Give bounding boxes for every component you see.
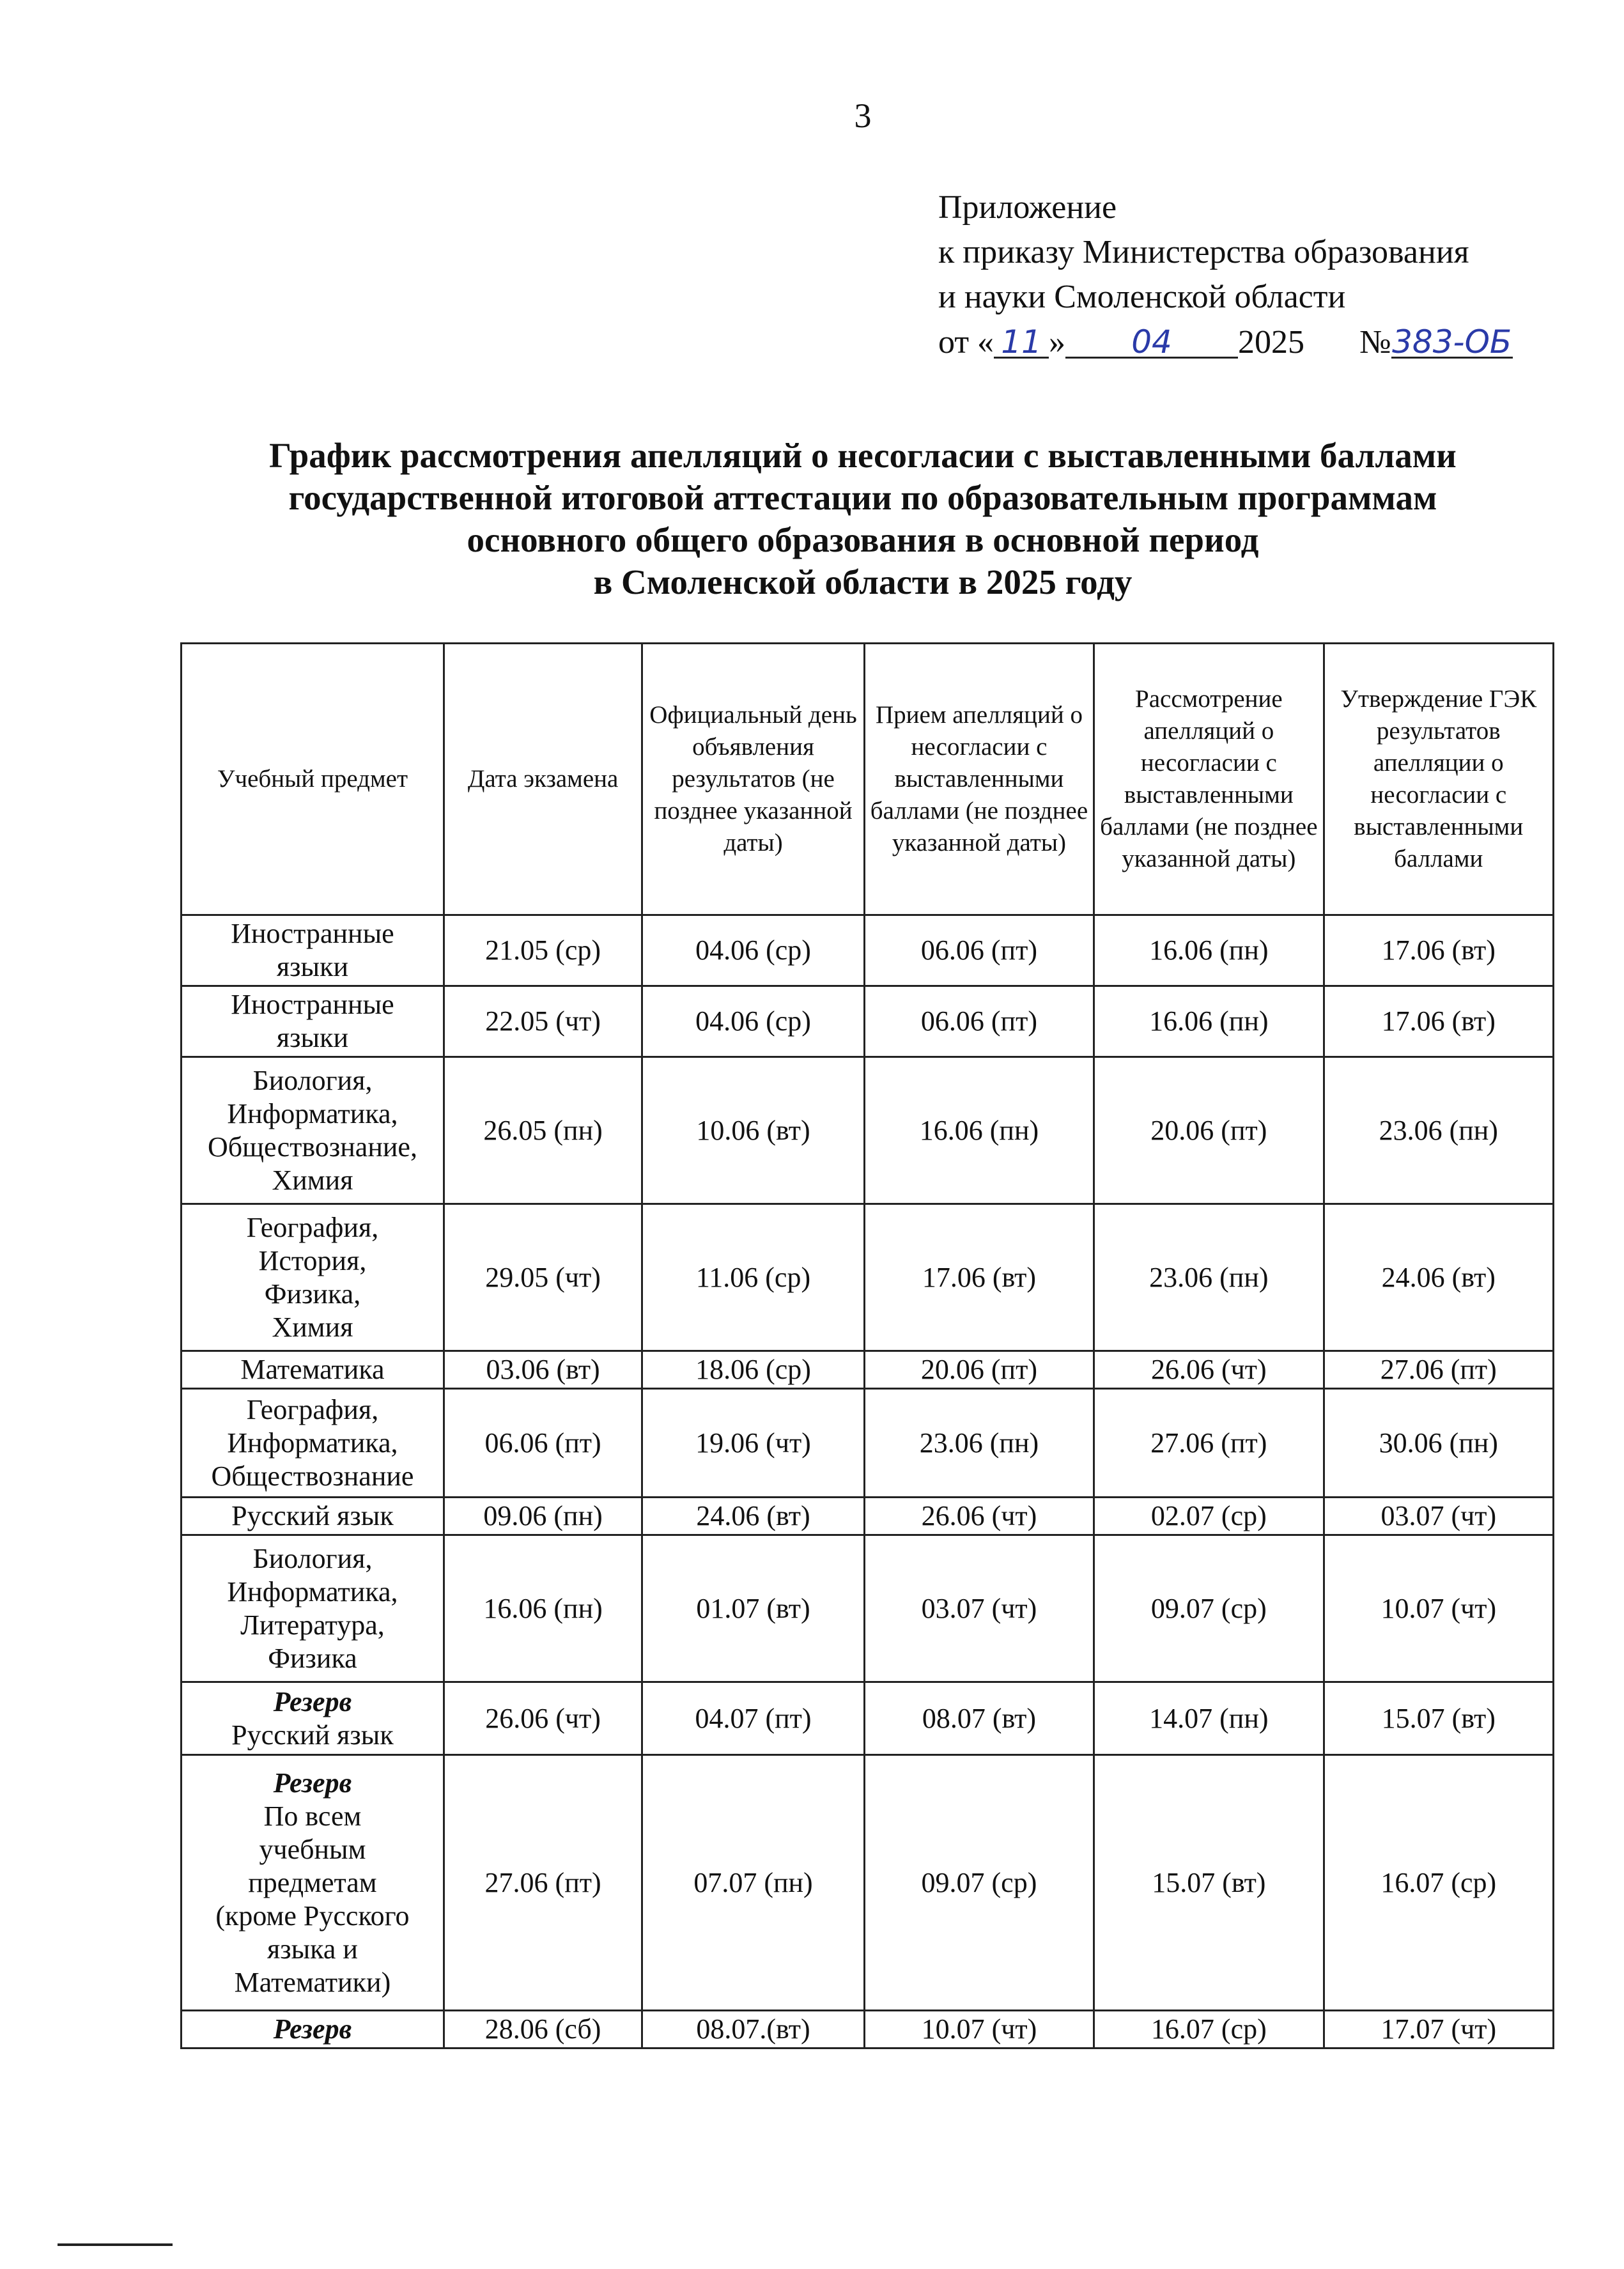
cell-results-date: 19.06 (чт)	[642, 1389, 865, 1498]
reserve-label: Резерв	[273, 1767, 352, 1799]
subject-line: Иностранные	[231, 989, 394, 1020]
cell-subject	[182, 986, 444, 1057]
subject-line: Русский язык	[231, 1500, 394, 1531]
cell-gek-approval: 17.07 (чт)	[1324, 2011, 1553, 2048]
subject-line: Химия	[272, 1164, 353, 1196]
cell-appeal-receipt: 10.07 (чт)	[864, 2011, 1094, 2048]
cell-appeal-receipt: 06.06 (пт)	[864, 915, 1094, 986]
cell-appeal-review: 15.07 (вт)	[1094, 1755, 1324, 2011]
cell-results-date: 10.06 (вт)	[642, 1057, 865, 1204]
table-row	[182, 1389, 1554, 1498]
subject-line: Литература,	[240, 1609, 385, 1641]
number-handwritten: 383-ОБ	[1392, 323, 1512, 360]
subject-line: Математики)	[234, 1966, 391, 1998]
header-appeal-receipt: Прием апелляций о несогласии с выставленными баллами (не позднее указанной даты)	[864, 644, 1094, 915]
cell-appeal-receipt: 17.06 (вт)	[864, 1204, 1094, 1351]
header-subject: Учебный предмет	[182, 644, 444, 915]
appendix-block	[938, 185, 1513, 366]
cell-gek-approval: 24.06 (вт)	[1324, 1204, 1553, 1351]
cell-appeal-receipt: 09.07 (ср)	[864, 1755, 1094, 2011]
reserve-label: Резерв	[273, 2013, 352, 2045]
day-field	[994, 320, 1049, 359]
footer-divider	[58, 2243, 173, 2246]
subject-line: Биология,	[252, 1542, 373, 1574]
cell-gek-approval: 23.06 (пн)	[1324, 1057, 1553, 1204]
subject-line: учебным	[259, 1833, 366, 1865]
cell-gek-approval: 15.07 (вт)	[1324, 1682, 1553, 1755]
subject-line: География,	[246, 1211, 379, 1243]
table-row	[182, 986, 1554, 1057]
cell-subject	[182, 1351, 444, 1389]
cell-gek-approval: 27.06 (пт)	[1324, 1351, 1553, 1389]
cell-exam-date: 16.06 (пн)	[444, 1535, 642, 1682]
cell-subject	[182, 1755, 444, 2011]
cell-appeal-receipt: 08.07 (вт)	[864, 1682, 1094, 1755]
subject-line: География,	[246, 1393, 379, 1425]
document-title	[160, 435, 1566, 603]
month-field	[1065, 320, 1238, 359]
cell-gek-approval: 17.06 (вт)	[1324, 915, 1553, 986]
cell-subject	[182, 1057, 444, 1204]
date-prefix: от «	[938, 324, 994, 360]
cell-subject	[182, 1204, 444, 1351]
subject-line: языка и	[267, 1933, 358, 1965]
subject-line: предметам	[248, 1866, 377, 1898]
appendix-order: к приказу Министерства образования	[938, 234, 1469, 270]
appendix-ministry: и науки Смоленской области	[938, 279, 1346, 315]
subject-line: История,	[258, 1244, 367, 1276]
subject-line: Биология,	[252, 1064, 373, 1096]
cell-exam-date: 09.06 (пн)	[444, 1498, 642, 1535]
page-number: 3	[854, 97, 872, 135]
cell-exam-date: 03.06 (вт)	[444, 1351, 642, 1389]
date-mid: »	[1049, 324, 1066, 360]
cell-exam-date: 26.06 (чт)	[444, 1682, 642, 1755]
subject-line: Информатика,	[227, 1427, 398, 1459]
subject-line: Иностранные	[231, 918, 394, 949]
table-body	[182, 915, 1554, 2048]
cell-gek-approval: 30.06 (пн)	[1324, 1389, 1553, 1498]
appendix-date-line	[938, 320, 1513, 366]
cell-subject	[182, 915, 444, 986]
cell-appeal-review: 16.06 (пн)	[1094, 986, 1324, 1057]
subject-line: По всем	[263, 1800, 362, 1832]
cell-results-date: 01.07 (вт)	[642, 1535, 865, 1682]
cell-appeal-receipt: 26.06 (чт)	[864, 1498, 1094, 1535]
cell-results-date: 04.07 (пт)	[642, 1682, 865, 1755]
cell-results-date: 18.06 (ср)	[642, 1351, 865, 1389]
cell-exam-date: 28.06 (сб)	[444, 2011, 642, 2048]
month-handwritten: 04	[1131, 323, 1172, 360]
cell-results-date: 04.06 (ср)	[642, 915, 865, 986]
cell-gek-approval: 03.07 (чт)	[1324, 1498, 1553, 1535]
cell-results-date: 04.06 (ср)	[642, 986, 865, 1057]
cell-results-date: 24.06 (вт)	[642, 1498, 865, 1535]
table-row	[182, 1755, 1554, 2011]
title-line-3: основного общего образования в основной период	[467, 520, 1259, 559]
cell-appeal-review: 14.07 (пн)	[1094, 1682, 1324, 1755]
cell-gek-approval: 16.07 (ср)	[1324, 1755, 1553, 2011]
cell-appeal-receipt: 23.06 (пн)	[864, 1389, 1094, 1498]
subject-line: Информатика,	[227, 1576, 398, 1607]
day-handwritten: 11	[1001, 323, 1042, 360]
table-header-row	[182, 644, 1554, 915]
appendix-title: Приложение	[938, 189, 1117, 226]
cell-exam-date: 06.06 (пт)	[444, 1389, 642, 1498]
subject-line: Математика	[240, 1354, 385, 1385]
cell-subject	[182, 1389, 444, 1498]
table-row	[182, 1351, 1554, 1389]
cell-exam-date: 22.05 (чт)	[444, 986, 642, 1057]
cell-appeal-review: 09.07 (ср)	[1094, 1535, 1324, 1682]
cell-appeal-receipt: 16.06 (пн)	[864, 1057, 1094, 1204]
subject-line: Физика,	[264, 1278, 361, 1310]
cell-results-date: 07.07 (пн)	[642, 1755, 865, 2011]
cell-subject	[182, 1498, 444, 1535]
cell-appeal-receipt: 06.06 (пт)	[864, 986, 1094, 1057]
title-line-2: государственной итоговой аттестации по образовательным программам	[288, 478, 1437, 517]
header-gek-approval: Утверждение ГЭК результатов апелляции о несогласии с выставленными баллами	[1324, 644, 1553, 915]
cell-subject	[182, 1535, 444, 1682]
subject-line: Обществознание,	[207, 1131, 417, 1163]
cell-appeal-review: 02.07 (ср)	[1094, 1498, 1324, 1535]
cell-appeal-review: 23.06 (пн)	[1094, 1204, 1324, 1351]
cell-appeal-review: 20.06 (пт)	[1094, 1057, 1324, 1204]
title-line-1: График рассмотрения апелляций о несогласии с выставленными баллами	[269, 436, 1457, 475]
appeals-schedule-table	[180, 642, 1554, 2049]
cell-results-date: 08.07.(вт)	[642, 2011, 865, 2048]
table-row	[182, 1204, 1554, 1351]
header-exam-date: Дата экзамена	[444, 644, 642, 915]
header-appeal-review: Рассмотрение апелляций о несогласии с выставленными баллами (не позднее указанной даты)	[1094, 644, 1324, 915]
table-row	[182, 1498, 1554, 1535]
subject-line: Информатика,	[227, 1097, 398, 1129]
cell-subject	[182, 1682, 444, 1755]
cell-appeal-review: 16.07 (ср)	[1094, 2011, 1324, 2048]
subject-line: (кроме Русского	[215, 1900, 410, 1932]
cell-exam-date: 21.05 (ср)	[444, 915, 642, 986]
table-row	[182, 2011, 1554, 2048]
reserve-label: Резерв	[273, 1685, 352, 1717]
subject-line: Русский язык	[231, 1719, 394, 1751]
subject-line: Обществознание	[211, 1460, 414, 1492]
subject-line: языки	[276, 951, 349, 982]
cell-exam-date: 26.05 (пн)	[444, 1057, 642, 1204]
cell-gek-approval: 10.07 (чт)	[1324, 1535, 1553, 1682]
cell-results-date: 11.06 (ср)	[642, 1204, 865, 1351]
number-field	[1391, 320, 1513, 359]
cell-exam-date: 29.05 (чт)	[444, 1204, 642, 1351]
subject-line: Физика	[268, 1642, 357, 1674]
table-row	[182, 915, 1554, 986]
year: 2025	[1238, 324, 1305, 360]
cell-gek-approval: 17.06 (вт)	[1324, 986, 1553, 1057]
table-row	[182, 1057, 1554, 1204]
table-row	[182, 1682, 1554, 1755]
header-results-date: Официальный день объявления результатов (не позднее указанной даты)	[642, 644, 865, 915]
cell-appeal-review: 26.06 (чт)	[1094, 1351, 1324, 1389]
cell-appeal-review: 16.06 (пн)	[1094, 915, 1324, 986]
cell-exam-date: 27.06 (пт)	[444, 1755, 642, 2011]
subject-line: языки	[276, 1022, 349, 1053]
cell-subject	[182, 2011, 444, 2048]
subject-line: Химия	[272, 1311, 353, 1343]
number-prefix: №	[1359, 324, 1391, 360]
cell-appeal-review: 27.06 (пт)	[1094, 1389, 1324, 1498]
title-line-4: в Смоленской области в 2025 году	[593, 562, 1133, 601]
cell-appeal-receipt: 03.07 (чт)	[864, 1535, 1094, 1682]
table-row	[182, 1535, 1554, 1682]
cell-appeal-receipt: 20.06 (пт)	[864, 1351, 1094, 1389]
